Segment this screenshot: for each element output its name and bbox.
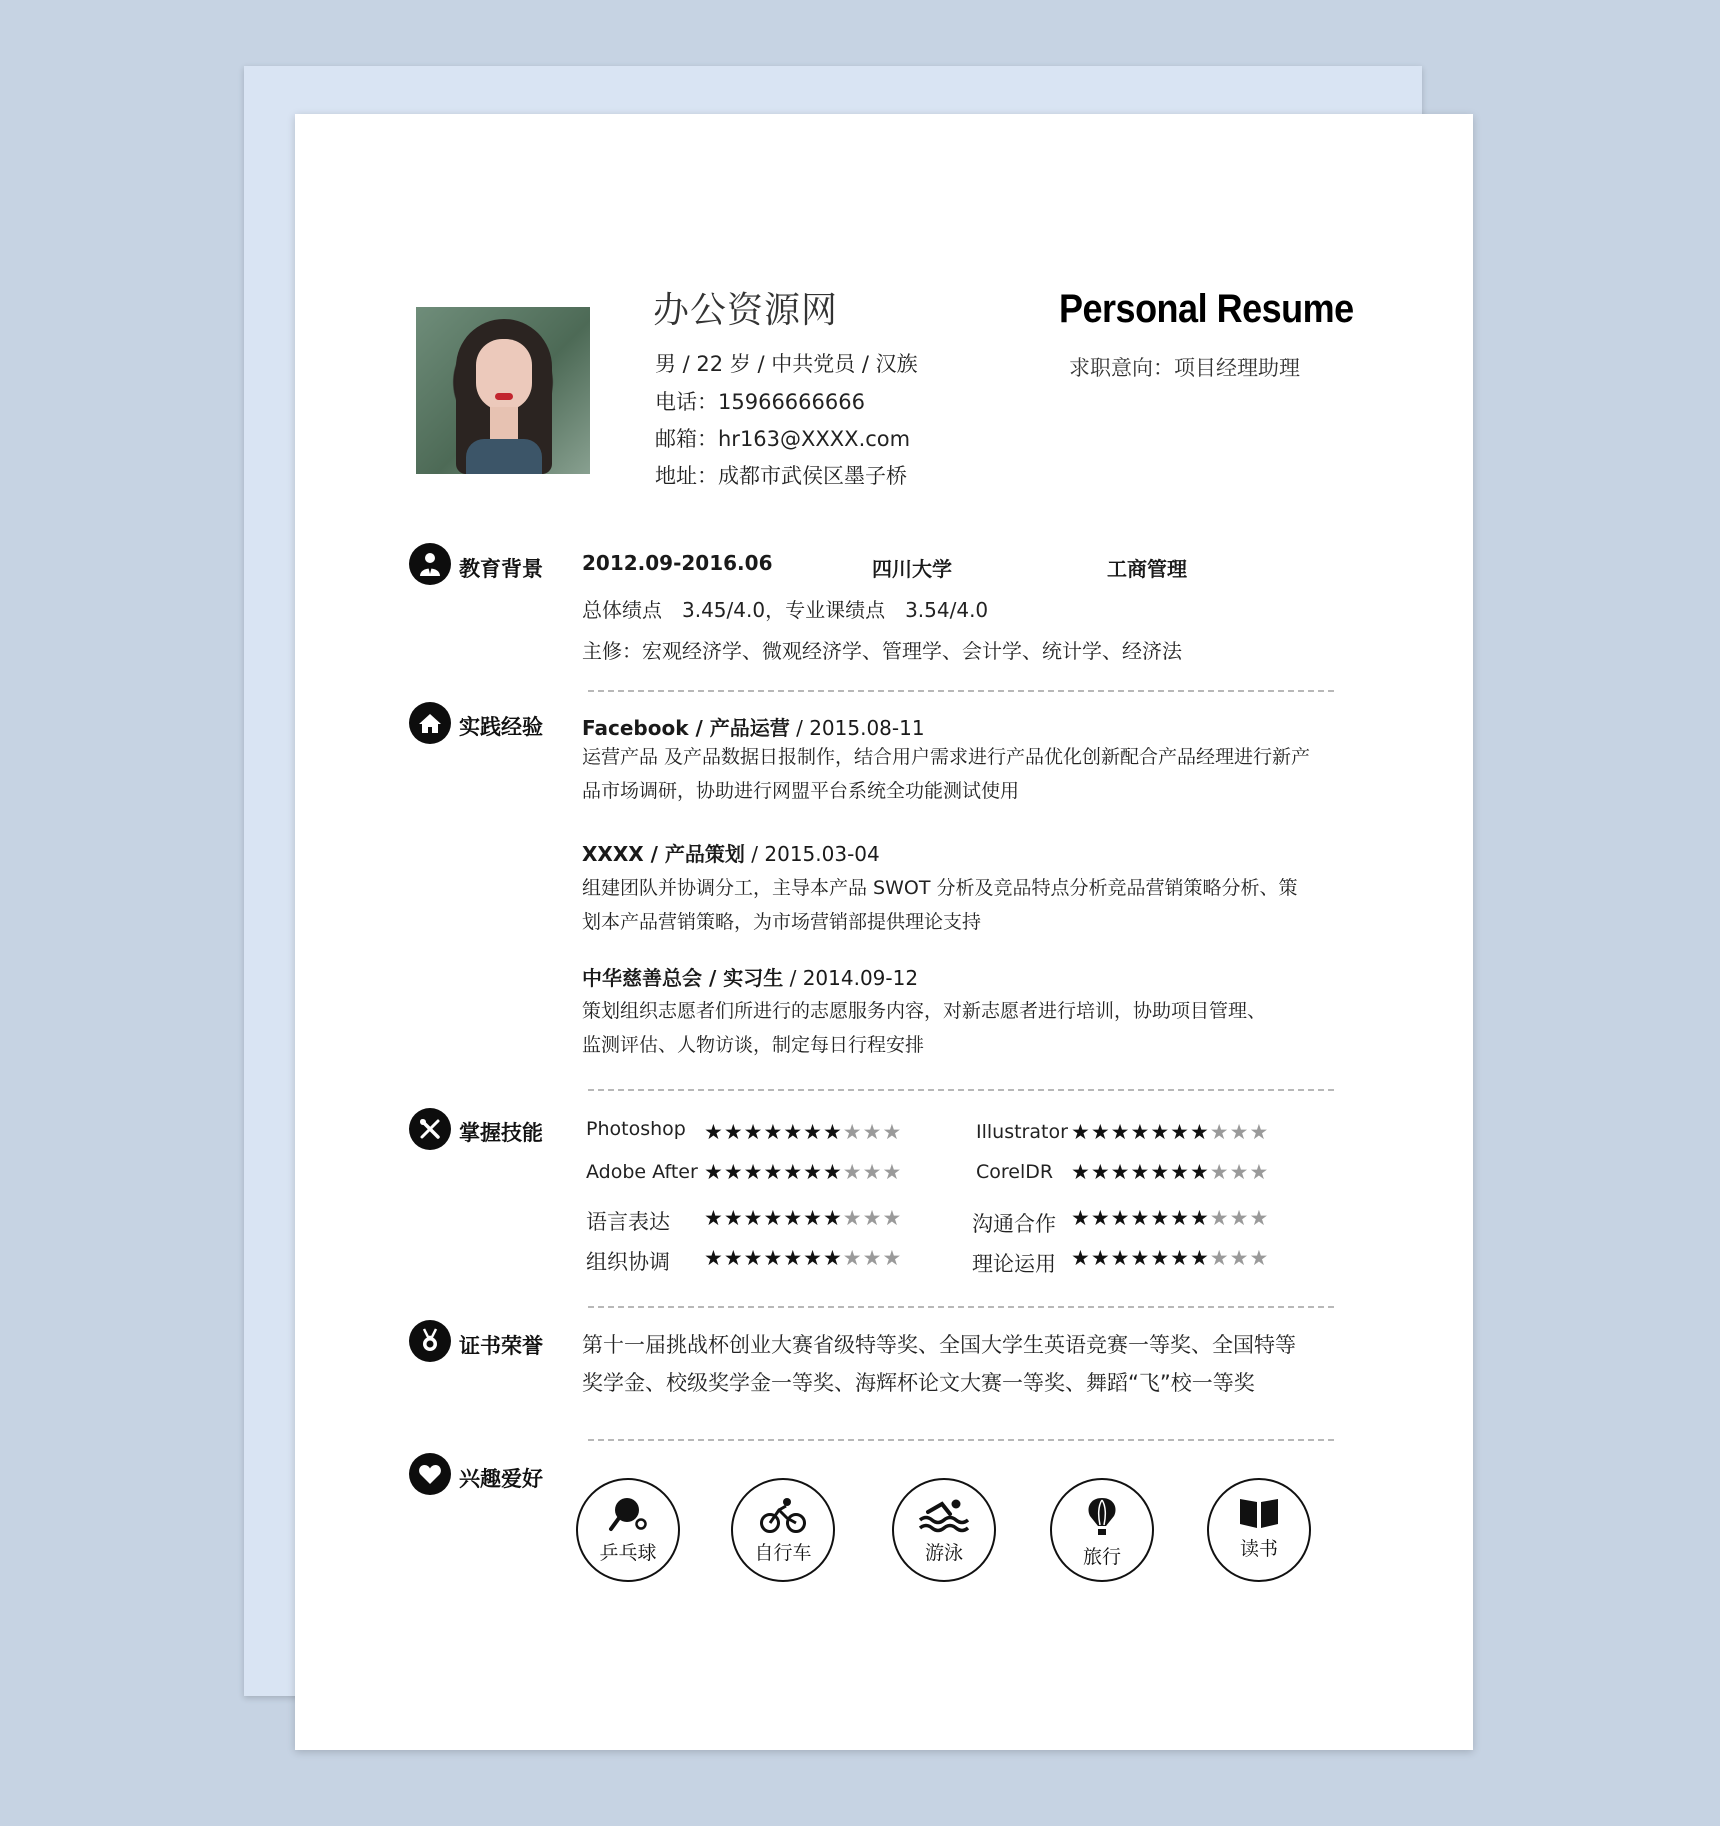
divider (588, 1439, 1334, 1441)
star-empty-icon: ★ (882, 1160, 903, 1184)
star-filled-icon: ★ (723, 1206, 744, 1230)
star-filled-icon: ★ (763, 1160, 784, 1184)
hobby-label: 游泳 (924, 1542, 963, 1564)
star-filled-icon: ★ (783, 1246, 804, 1270)
star-filled-icon: ★ (704, 1246, 724, 1270)
experience-title: 实践经验 (459, 715, 543, 739)
star-filled-icon: ★ (1071, 1246, 1091, 1270)
hot-air-balloon-icon (1082, 1496, 1122, 1538)
medal-icon (409, 1320, 451, 1362)
star-filled-icon: ★ (763, 1246, 784, 1270)
star-filled-icon: ★ (1090, 1120, 1111, 1144)
star-filled-icon: ★ (1170, 1206, 1190, 1230)
star-empty-icon: ★ (1229, 1120, 1250, 1144)
divider (588, 1089, 1334, 1091)
star-filled-icon: ★ (743, 1246, 764, 1270)
star-filled-icon: ★ (803, 1160, 823, 1184)
star-filled-icon: ★ (1090, 1206, 1111, 1230)
star-empty-icon: ★ (862, 1246, 883, 1270)
star-filled-icon: ★ (704, 1206, 724, 1230)
skill-rating (1071, 1120, 1269, 1144)
star-empty-icon: ★ (842, 1246, 863, 1270)
star-empty-icon: ★ (1249, 1206, 1270, 1230)
skill-rating (1071, 1206, 1269, 1230)
star-filled-icon: ★ (1071, 1206, 1091, 1230)
star-empty-icon: ★ (862, 1206, 883, 1230)
star-empty-icon: ★ (882, 1206, 903, 1230)
education-period: 2012.09-2016.06 (582, 551, 773, 575)
star-empty-icon: ★ (862, 1160, 883, 1184)
skill-rating (704, 1206, 902, 1230)
star-empty-icon: ★ (882, 1246, 903, 1270)
experience-item-heading: Facebook / 产品运营 / 2015.08-11 (582, 716, 925, 740)
basic-info: 男 / 22 岁 / 中共党员 / 汉族 (655, 352, 918, 376)
skill-label: 语言表达 (586, 1210, 670, 1234)
star-empty-icon: ★ (1229, 1206, 1250, 1230)
star-filled-icon: ★ (1150, 1160, 1171, 1184)
star-empty-icon: ★ (1209, 1120, 1230, 1144)
skill-label: 沟通合作 (972, 1212, 1056, 1236)
phone: 电话：15966666666 (655, 390, 865, 414)
star-empty-icon: ★ (842, 1206, 863, 1230)
experience-item-desc: 策划组织志愿者们所进行的志愿服务内容，对新志愿者进行培训，协助项目管理、 监测评估、人物访谈，制定每日行程安排 (582, 1000, 1267, 1056)
skill-rating (704, 1246, 902, 1270)
education-gpa: 总体绩点 3.45/4.0，专业课绩点 3.54/4.0 (582, 598, 989, 622)
experience-item-heading: 中华慈善总会 / 实习生 / 2014.09-12 (582, 966, 919, 990)
skill-label: Photoshop (586, 1118, 686, 1140)
star-filled-icon: ★ (1170, 1120, 1190, 1144)
star-filled-icon: ★ (1130, 1160, 1151, 1184)
star-filled-icon: ★ (723, 1160, 744, 1184)
star-filled-icon: ★ (1150, 1246, 1171, 1270)
education-school: 四川大学 (872, 557, 952, 581)
star-filled-icon: ★ (1189, 1160, 1210, 1184)
divider (588, 1306, 1334, 1308)
skill-label: CorelDR (976, 1161, 1054, 1183)
experience-item-desc: 运营产品 及产品数据日报制作，结合用户需求进行产品优化创新配合产品经理进行新产 品市场调研，协助进行网盟平台系统全功能测试使用 (582, 746, 1311, 802)
home-icon (409, 702, 451, 744)
star-filled-icon: ★ (704, 1120, 724, 1144)
hobbies-title: 兴趣爱好 (459, 1467, 543, 1491)
address: 地址：成都市武侯区墨子桥 (655, 464, 907, 488)
hobby-bicycle (731, 1478, 835, 1582)
experience-item-desc: 组建团队并协调分工，主导本产品 SWOT 分析及竞品特点分析竞品营销策略分析、策 划本产品营销策略，为市场营销部提供理论支持 (582, 877, 1298, 933)
hobby-label: 旅行 (1082, 1546, 1121, 1568)
star-filled-icon: ★ (803, 1120, 823, 1144)
heart-icon (409, 1453, 451, 1495)
star-filled-icon: ★ (1130, 1120, 1151, 1144)
star-filled-icon: ★ (783, 1120, 804, 1144)
candidate-name: 办公资源网 (653, 290, 839, 331)
education-courses: 主修：宏观经济学、微观经济学、管理学、会计学、统计学、经济法 (582, 639, 1182, 663)
star-filled-icon: ★ (1189, 1246, 1210, 1270)
star-filled-icon: ★ (1110, 1160, 1131, 1184)
job-intent: 求职意向：项目经理助理 (1069, 356, 1300, 380)
skill-label: Illustrator (976, 1121, 1068, 1143)
star-filled-icon: ★ (763, 1120, 784, 1144)
experience-item-heading: XXXX / 产品策划 / 2015.03-04 (582, 842, 880, 866)
honors-text: 第十一届挑战杯创业大赛省级特等奖、全国大学生英语竞赛一等奖、全国特等 奖学金、校级奖学金一等奖、海辉杯论文大赛一等奖、舞蹈“飞”校一等奖 (582, 1333, 1296, 1395)
resume-title: Personal Resume (1059, 285, 1354, 331)
star-filled-icon: ★ (723, 1246, 744, 1270)
star-filled-icon: ★ (803, 1246, 823, 1270)
star-empty-icon: ★ (1249, 1246, 1270, 1270)
star-filled-icon: ★ (1090, 1246, 1111, 1270)
education-title: 教育背景 (459, 557, 543, 581)
star-empty-icon: ★ (1209, 1160, 1230, 1184)
hobby-label: 自行车 (754, 1542, 812, 1564)
star-empty-icon: ★ (842, 1160, 863, 1184)
star-filled-icon: ★ (803, 1206, 823, 1230)
hobby-reading (1207, 1478, 1311, 1582)
skill-label: 理论运用 (972, 1252, 1056, 1276)
divider (588, 690, 1334, 692)
skill-rating (704, 1120, 902, 1144)
star-filled-icon: ★ (1189, 1120, 1210, 1144)
star-empty-icon: ★ (862, 1120, 883, 1144)
email: 邮箱：hr163@XXXX.com (655, 427, 911, 451)
star-filled-icon: ★ (1170, 1160, 1190, 1184)
star-filled-icon: ★ (763, 1206, 784, 1230)
ping-pong-icon (605, 1496, 651, 1534)
hobby-label: 乒乓球 (599, 1542, 657, 1564)
skill-rating (1071, 1246, 1269, 1270)
resume-page (295, 114, 1473, 1750)
skill-rating (1071, 1160, 1269, 1184)
star-empty-icon: ★ (1209, 1206, 1230, 1230)
star-filled-icon: ★ (783, 1160, 804, 1184)
star-filled-icon: ★ (743, 1120, 764, 1144)
star-empty-icon: ★ (1209, 1246, 1230, 1270)
star-filled-icon: ★ (1110, 1246, 1131, 1270)
star-filled-icon: ★ (783, 1206, 804, 1230)
star-filled-icon: ★ (1170, 1246, 1190, 1270)
star-filled-icon: ★ (1150, 1120, 1171, 1144)
star-filled-icon: ★ (1110, 1120, 1131, 1144)
star-filled-icon: ★ (1110, 1206, 1131, 1230)
hobby-travel (1050, 1478, 1154, 1582)
star-filled-icon: ★ (822, 1206, 843, 1230)
skill-label: 组织协调 (586, 1250, 670, 1274)
star-filled-icon: ★ (1090, 1160, 1111, 1184)
star-filled-icon: ★ (1071, 1160, 1091, 1184)
swimming-icon (918, 1496, 970, 1534)
star-empty-icon: ★ (1249, 1160, 1270, 1184)
book-icon (1237, 1496, 1281, 1530)
star-filled-icon: ★ (822, 1160, 843, 1184)
skill-rating (704, 1160, 902, 1184)
star-filled-icon: ★ (822, 1246, 843, 1270)
profile-photo (416, 307, 590, 474)
star-filled-icon: ★ (1130, 1246, 1151, 1270)
star-empty-icon: ★ (882, 1120, 903, 1144)
star-filled-icon: ★ (1189, 1206, 1210, 1230)
star-filled-icon: ★ (1130, 1206, 1151, 1230)
star-filled-icon: ★ (723, 1120, 744, 1144)
star-empty-icon: ★ (1229, 1160, 1250, 1184)
honors-title: 证书荣誉 (459, 1334, 543, 1358)
star-filled-icon: ★ (822, 1120, 843, 1144)
skills-title: 掌握技能 (459, 1121, 543, 1145)
skill-label: Adobe After (586, 1161, 698, 1183)
star-filled-icon: ★ (1071, 1120, 1091, 1144)
star-filled-icon: ★ (743, 1160, 764, 1184)
star-empty-icon: ★ (1229, 1246, 1250, 1270)
hobby-ping-pong (576, 1478, 680, 1582)
person-icon (409, 543, 451, 585)
hobby-swimming (892, 1478, 996, 1582)
star-filled-icon: ★ (743, 1206, 764, 1230)
star-filled-icon: ★ (704, 1160, 724, 1184)
star-empty-icon: ★ (1249, 1120, 1270, 1144)
star-filled-icon: ★ (1150, 1206, 1171, 1230)
hobby-label: 读书 (1239, 1538, 1278, 1560)
tools-icon (409, 1108, 451, 1150)
star-empty-icon: ★ (842, 1120, 863, 1144)
education-major: 工商管理 (1107, 557, 1187, 581)
bicycle-icon (759, 1496, 807, 1534)
